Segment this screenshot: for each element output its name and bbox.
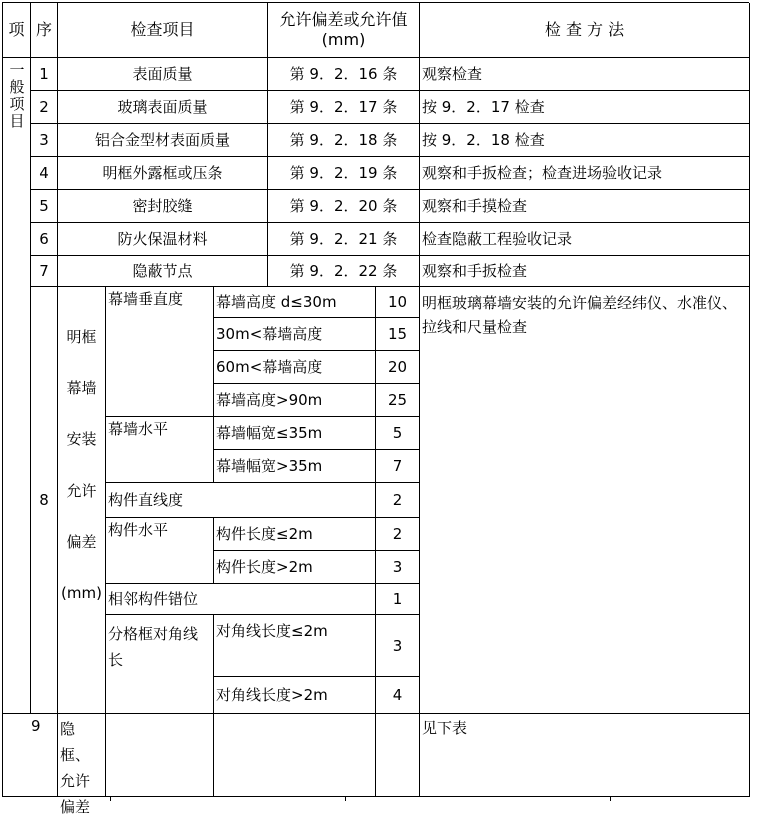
row-1-method: 观察检查: [420, 58, 750, 91]
continuation-tick: [345, 797, 346, 801]
group-adjacent-offset: 相邻构件错位: [106, 584, 376, 615]
row-8-label-line: 偏差: [66, 532, 97, 551]
row-1-clause: 第 9．2．16 条: [268, 58, 420, 91]
cond-h-60-90: 60m<幕墙高度: [214, 351, 376, 384]
row-9-blank-b: [214, 714, 376, 797]
row-9-left-blank: [3, 714, 31, 797]
cond-h-le-30: 幕墙高度 d≤30m: [214, 287, 376, 318]
header-seq: 序: [31, 3, 58, 58]
val-h-le-30: 10: [376, 287, 420, 318]
row-8-label-line: 明框: [66, 327, 97, 346]
row-6-item: 防火保温材料: [58, 223, 268, 256]
header-check-item: 检查项目: [58, 3, 268, 58]
row-5-seq: 5: [31, 190, 58, 223]
header-item: 项: [3, 3, 31, 58]
val-w-gt-35: 7: [376, 450, 420, 483]
row-3-item: 铝合金型材表面质量: [58, 124, 268, 157]
val-diag-le-2: 3: [376, 615, 420, 677]
row-3-clause: 第 9．2．18 条: [268, 124, 420, 157]
row-9-label: 隐框、允许偏差: [58, 714, 106, 797]
row-5-item: 密封胶缝: [58, 190, 268, 223]
cond-len-gt-2: 构件长度>2m: [214, 551, 376, 584]
header-tolerance: 允许偏差或允许值(mm): [268, 3, 420, 58]
row-6-method: 检查隐蔽工程验收记录: [420, 223, 750, 256]
val-h-gt-90: 25: [376, 384, 420, 417]
row-8-label-line: 允许: [66, 481, 97, 500]
cond-diag-gt-2: 对角线长度>2m: [214, 677, 376, 714]
row-5-method: 观察和手摸检查: [420, 190, 750, 223]
row-8-seq: 8: [31, 287, 58, 714]
group-level: 幕墙水平: [106, 417, 214, 483]
cond-w-gt-35: 幕墙幅宽>35m: [214, 450, 376, 483]
row-6-seq: 6: [31, 223, 58, 256]
row-7-item: 隐蔽节点: [58, 256, 268, 287]
val-h-60-90: 20: [376, 351, 420, 384]
cond-h-30-60: 30m<幕墙高度: [214, 318, 376, 351]
general-group-label: 一般项目: [3, 58, 31, 714]
group-member-straight: 构件直线度: [106, 483, 376, 518]
group-member-level: 构件水平: [106, 518, 214, 584]
val-adjacent-offset: 1: [376, 584, 420, 615]
row-2-clause: 第 9．2．17 条: [268, 91, 420, 124]
row-2-seq: 2: [31, 91, 58, 124]
row-7-method: 观察和手扳检查: [420, 256, 750, 287]
val-len-gt-2: 3: [376, 551, 420, 584]
row-9-blank-a: [106, 714, 214, 797]
row-3-method: 按 9．2．18 检查: [420, 124, 750, 157]
row-4-seq: 4: [31, 157, 58, 190]
val-h-30-60: 15: [376, 318, 420, 351]
cond-h-gt-90: 幕墙高度>90m: [214, 384, 376, 417]
group-vertical: 幕墙垂直度: [106, 287, 214, 417]
cond-len-le-2: 构件长度≤2m: [214, 518, 376, 551]
row-4-method: 观察和手扳检查；检查进场验收记录: [420, 157, 750, 190]
row-8-label-line: 幕墙: [66, 378, 97, 397]
row-9-method: 见下表: [420, 714, 750, 797]
row-5-clause: 第 9．2．20 条: [268, 190, 420, 223]
row-7-clause: 第 9．2．22 条: [268, 256, 420, 287]
row-2-item: 玻璃表面质量: [58, 91, 268, 124]
row-3-seq: 3: [31, 124, 58, 157]
row-6-clause: 第 9．2．21 条: [268, 223, 420, 256]
row-9-blank-c: [376, 714, 420, 797]
row-2-method: 按 9．2．17 检查: [420, 91, 750, 124]
row-9-seq: 9: [31, 714, 58, 797]
val-w-le-35: 5: [376, 417, 420, 450]
header-method: 检 查 方 法: [420, 3, 750, 58]
row-7-seq: 7: [31, 256, 58, 287]
val-member-straight: 2: [376, 483, 420, 518]
group-diagonal: 分格框对角线长: [106, 615, 214, 714]
row-8-label-line: 安装: [66, 430, 97, 449]
val-len-le-2: 2: [376, 518, 420, 551]
row-8-label-line: (mm): [61, 584, 102, 603]
row-1-seq: 1: [31, 58, 58, 91]
row-4-clause: 第 9．2．19 条: [268, 157, 420, 190]
val-diag-gt-2: 4: [376, 677, 420, 714]
continuation-tick: [110, 797, 111, 801]
continuation-tick: [610, 797, 611, 801]
row-8-method: 明框玻璃幕墙安装的允许偏差经纬仪、水准仪、拉线和尺量检查: [420, 287, 750, 714]
cond-diag-le-2: 对角线长度≤2m: [214, 615, 376, 677]
cond-w-le-35: 幕墙幅宽≤35m: [214, 417, 376, 450]
row-1-item: 表面质量: [58, 58, 268, 91]
row-8-label: [58, 287, 106, 714]
row-4-item: 明框外露框或压条: [58, 157, 268, 190]
